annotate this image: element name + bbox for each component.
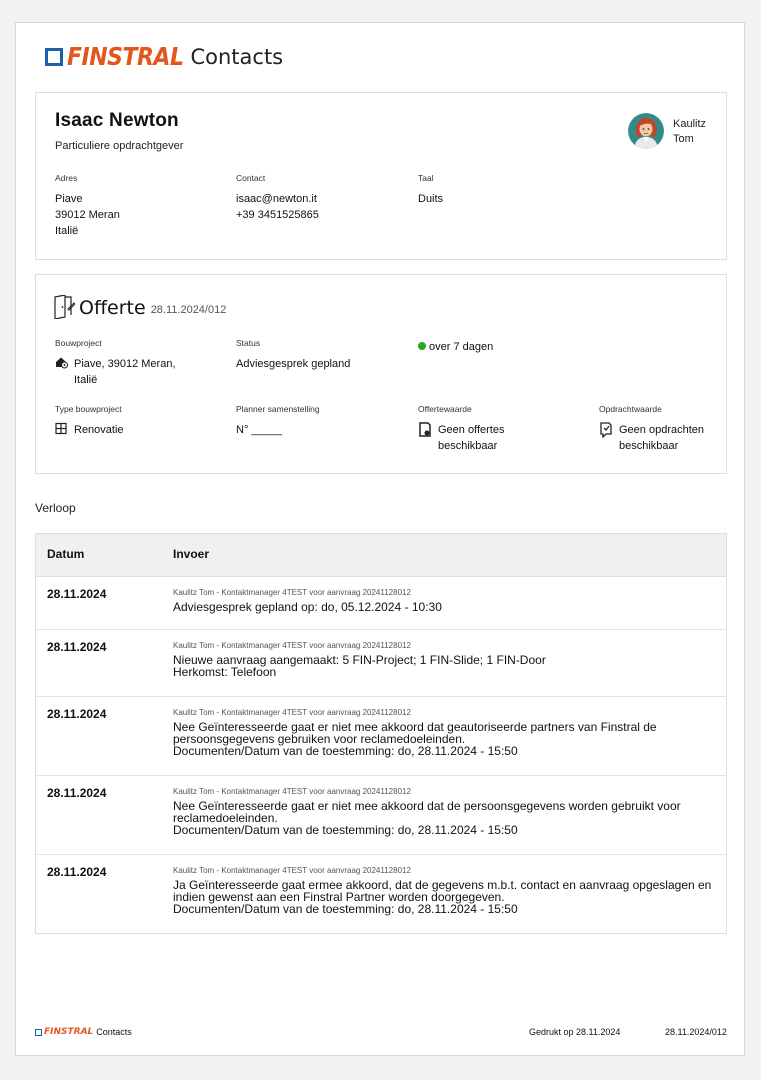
offer-value-field xyxy=(418,404,504,454)
row-date: 28.11.2024 xyxy=(47,640,107,654)
table-row xyxy=(36,630,726,697)
row-date: 28.11.2024 xyxy=(47,707,107,721)
window-grid-icon xyxy=(55,422,68,435)
contact-field xyxy=(236,173,319,223)
status-timing-field xyxy=(418,339,493,355)
footer-app-name: Contacts xyxy=(96,1027,132,1037)
contact-label: Contact xyxy=(236,173,266,183)
order-value-label: Opdrachtwaarde xyxy=(599,404,662,414)
footer-logo-square-icon xyxy=(35,1029,42,1036)
address-label: Adres xyxy=(55,173,78,183)
client-type: Particuliere opdrachtgever xyxy=(55,140,184,152)
door-icon xyxy=(53,295,75,319)
row-date: 28.11.2024 xyxy=(47,786,107,800)
client-name: Isaac Newton xyxy=(55,110,179,131)
column-header-entry: Invoer xyxy=(173,547,210,561)
table-row xyxy=(36,577,726,630)
logo-square-icon xyxy=(45,48,63,66)
address-field xyxy=(55,173,120,239)
footer-document-id: 28.11.2024/012 xyxy=(665,1027,727,1037)
row-date: 28.11.2024 xyxy=(47,587,107,601)
order-document-icon xyxy=(599,422,613,438)
row-date: 28.11.2024 xyxy=(47,865,107,879)
app-logo xyxy=(45,43,283,71)
table-row xyxy=(36,697,726,776)
status-timing: over 7 dagen xyxy=(429,341,494,353)
planner-field xyxy=(236,404,320,438)
history-title: Verloop xyxy=(35,501,76,515)
footer-logo xyxy=(35,1027,132,1037)
order-value-field xyxy=(599,404,704,454)
planner-value: N° _____ xyxy=(236,424,282,436)
order-value-value: Geen opdrachten beschikbaar xyxy=(619,424,705,452)
manager-last-name: Tom xyxy=(673,133,694,145)
planner-label: Planner samenstelling xyxy=(236,404,320,414)
offer-value-label: Offertewaarde xyxy=(418,404,472,414)
row-text: Ja Geïnteresseerde gaat ermee akkoord, dat de gegevens m.b.t. contact en aanvraag opgeslagen en indien gewenst aan een Finstral Partner worden doorgegeven. Documenten/Datum van de toestemming: do, 28.11.2024 - 15:50 xyxy=(173,878,712,916)
history-table-header xyxy=(36,534,726,577)
language-label: Taal xyxy=(418,173,434,183)
project-type-label: Type bouwproject xyxy=(55,404,122,414)
house-location-icon xyxy=(55,356,68,369)
history-table xyxy=(35,533,727,934)
column-header-date: Datum xyxy=(47,547,85,561)
project-type-value: Renovatie xyxy=(74,424,124,436)
status-dot-icon xyxy=(418,342,426,350)
footer-printed-date: Gedrukt op 28.11.2024 xyxy=(529,1027,621,1037)
language-value: Duits xyxy=(418,193,444,205)
manager-first-name: Kaulitz xyxy=(673,118,707,130)
project-value: Piave, 39012 Meran, Italiё xyxy=(74,358,176,386)
offer-heading xyxy=(53,295,226,319)
table-row xyxy=(36,776,726,855)
offer-id: 28.11.2024/012 xyxy=(150,304,227,316)
project-field xyxy=(55,338,176,388)
printed-page xyxy=(15,22,745,1056)
logo-app-name: Contacts xyxy=(190,45,284,69)
offer-title: Offerte xyxy=(79,297,146,319)
manager-name xyxy=(673,117,706,147)
status-label: Status xyxy=(236,338,261,348)
offer-document-icon xyxy=(418,422,432,438)
footer-brand: FINSTRAL xyxy=(44,1027,94,1037)
contact-value[interactable]: isaac@newton.it +39 3451525865 xyxy=(236,193,319,221)
avatar-icon xyxy=(628,113,664,149)
logo-brand: FINSTRAL xyxy=(67,42,184,72)
row-meta: Kaulitz Tom - Kontaktmanager 4TEST voor aanvraag 20241128012 xyxy=(173,708,411,717)
client-card xyxy=(35,92,727,260)
row-meta: Kaulitz Tom - Kontaktmanager 4TEST voor aanvraag 20241128012 xyxy=(173,588,411,597)
status-field xyxy=(236,338,350,372)
row-text: Nee Geïnteresseerde gaat er niet mee akkoord dat de persoonsgegevens worden gebruikt voor reclamedoeleinden. Documenten/Datum van de toestemming: do, 28.11.2024 - 15:50 xyxy=(173,799,681,837)
table-row xyxy=(36,855,726,933)
row-text: Nee Geïnteresseerde gaat er niet mee akkoord dat geautoriseerde partners van Finstral de persoonsgegevens gebruiken voor reclamedoeleinden. Documenten/Datum van de toestemming: do, 28.11.2024 - 15:50 xyxy=(173,720,657,758)
row-meta: Kaulitz Tom - Kontaktmanager 4TEST voor aanvraag 20241128012 xyxy=(173,787,411,796)
offer-value-value: Geen offertes beschikbaar xyxy=(438,424,505,452)
offer-card xyxy=(35,274,727,474)
language-field xyxy=(418,173,443,207)
manager-avatar xyxy=(628,113,664,149)
project-label: Bouwproject xyxy=(55,338,102,348)
project-type-field xyxy=(55,404,124,438)
status-value: Adviesgesprek gepland xyxy=(236,358,351,370)
row-text: Nieuwe aanvraag aangemaakt: 5 FIN-Project; 1 FIN-Slide; 1 FIN-Door Herkomst: Telefoon xyxy=(173,653,546,679)
row-meta: Kaulitz Tom - Kontaktmanager 4TEST voor aanvraag 20241128012 xyxy=(173,866,411,875)
row-text: Adviesgesprek gepland op: do, 05.12.2024 - 10:30 xyxy=(173,600,442,614)
row-meta: Kaulitz Tom - Kontaktmanager 4TEST voor aanvraag 20241128012 xyxy=(173,641,411,650)
address-value: Piave 39012 Meran Italiё xyxy=(55,193,120,237)
